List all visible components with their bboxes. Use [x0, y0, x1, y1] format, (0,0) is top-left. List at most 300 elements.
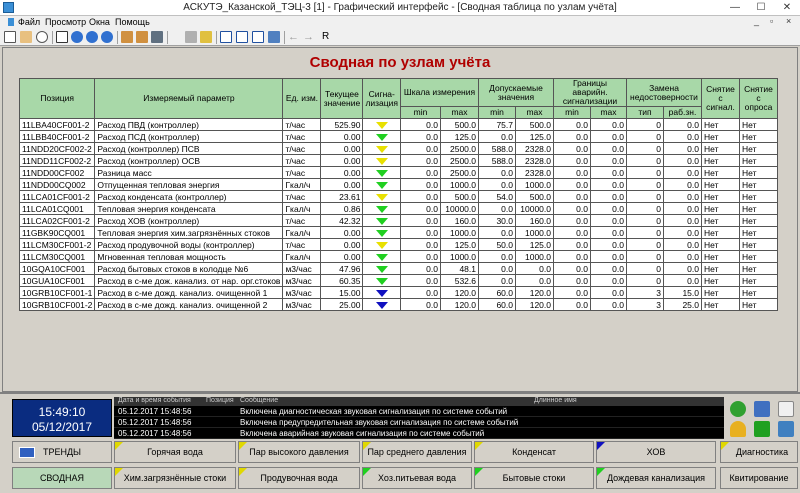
row-allowed-max: 1000.0	[516, 179, 554, 191]
signal-flag-icon	[376, 290, 388, 297]
row-scale-max: 500.0	[441, 119, 479, 131]
signal-flag-icon	[376, 278, 388, 285]
side-icon-panel	[726, 397, 798, 439]
row-remove-poll: Нет	[740, 119, 778, 131]
event-message: Включена диагностическая звуковая сигнализация по системе событий	[240, 407, 508, 416]
signal-flag-icon	[376, 242, 388, 249]
row-remove-poll: Нет	[740, 191, 778, 203]
row-param: Разница масс	[95, 167, 283, 179]
row-signal	[363, 155, 401, 167]
row-allowed-min: 54.0	[479, 191, 516, 203]
signal-flag-icon	[376, 206, 388, 213]
table-row[interactable]	[20, 227, 778, 239]
zoom-out-icon[interactable]	[101, 31, 113, 43]
table-row[interactable]	[20, 167, 778, 179]
row-alarm-min: 0.0	[554, 239, 591, 251]
row-signal	[363, 131, 401, 143]
row-alarm-max: 0.0	[591, 131, 627, 143]
row-remove-poll: Нет	[740, 275, 778, 287]
row-remove-poll: Нет	[740, 143, 778, 155]
summary-table	[19, 78, 778, 311]
table-row[interactable]	[20, 191, 778, 203]
nav-household-waste[interactable]	[474, 467, 594, 489]
print-icon[interactable]	[185, 31, 197, 43]
row-alarm-min: 0.0	[554, 191, 591, 203]
row-position: 11NDD00CQ002	[20, 179, 95, 191]
menu-help[interactable]: Помощь	[115, 17, 150, 27]
signal-flag-icon	[376, 134, 388, 141]
row-allowed-max: 2328.0	[516, 167, 554, 179]
row-unit: т/час	[283, 239, 321, 251]
row-allowed-max: 120.0	[516, 299, 554, 311]
row-unit: м3/час	[283, 287, 321, 299]
pointer-icon[interactable]	[4, 31, 16, 43]
event-message: Включена аварийная звуковая сигнализация по системе событий	[240, 429, 485, 438]
magnifier-icon[interactable]	[36, 31, 48, 43]
bell-icon[interactable]	[730, 421, 746, 437]
row-current: 60.35	[321, 275, 363, 287]
table-row[interactable]	[20, 251, 778, 263]
window-titlebar	[0, 0, 800, 16]
row-position: 10GRB10CF001-2	[20, 299, 95, 311]
row-param: Расход конденсата (контроллер)	[95, 191, 283, 203]
row-scale-min: 0.0	[401, 227, 441, 239]
row-replace-work: 0.0	[664, 239, 702, 251]
row-alarm-max: 0.0	[591, 275, 627, 287]
row-scale-min: 0.0	[401, 263, 441, 275]
row-signal	[363, 203, 401, 215]
col-position: Позиция	[20, 79, 95, 119]
row-remove-signal: Нет	[702, 299, 740, 311]
summary-label: СВОДНАЯ	[39, 473, 85, 483]
row-alarm-max: 0.0	[591, 251, 627, 263]
status-marker-icon	[115, 468, 123, 476]
row-allowed-min: 588.0	[479, 155, 516, 167]
col-alarm-max: max	[591, 107, 627, 119]
trends-button[interactable]	[12, 441, 112, 463]
row-current: 0.00	[321, 179, 363, 191]
row-position: 11LCA01CF001-2	[20, 191, 95, 203]
nav-condensate[interactable]	[474, 441, 594, 463]
row-unit: Гкал/ч	[283, 179, 321, 191]
forward-arrow-icon[interactable]: →	[303, 31, 314, 43]
row-allowed-min: 30.0	[479, 215, 516, 227]
back-arrow-icon[interactable]: ←	[288, 31, 299, 43]
row-alarm-min: 0.0	[554, 227, 591, 239]
row-remove-poll: Нет	[740, 251, 778, 263]
col-current: Текущее значение	[321, 79, 363, 119]
status-marker-icon	[597, 442, 605, 450]
clock-time: 15:49:10	[38, 405, 86, 419]
row-replace-type: 0	[627, 275, 664, 287]
exit-icon[interactable]	[778, 421, 794, 437]
menu-view[interactable]: Просмотр	[45, 17, 87, 27]
row-allowed-max: 125.0	[516, 239, 554, 251]
nav-hov[interactable]	[596, 441, 716, 463]
row-param: Мгновенная тепловая мощность	[95, 251, 283, 263]
event-datetime: 05.12.2017 15:48:56	[118, 429, 192, 438]
row-allowed-min: 0.0	[479, 275, 516, 287]
refresh-icon[interactable]	[730, 401, 746, 417]
row-replace-type: 0	[627, 119, 664, 131]
status-marker-icon	[363, 442, 371, 450]
row-param: Расход в с-ме дожд. канализ. очищенной 1	[95, 287, 283, 299]
status-marker-icon	[115, 442, 123, 450]
row-remove-poll: Нет	[740, 179, 778, 191]
row-signal	[363, 251, 401, 263]
row-alarm-min: 0.0	[554, 131, 591, 143]
row-allowed-max: 0.0	[516, 275, 554, 287]
nav-label: Горячая вода	[147, 447, 203, 457]
signal-flag-icon	[376, 302, 388, 309]
row-scale-max: 532.6	[441, 275, 479, 287]
row-position: 11LCA02CF001-2	[20, 215, 95, 227]
row-replace-work: 0.0	[664, 203, 702, 215]
row-position: 11LBA40CF001-2	[20, 119, 95, 131]
row-position: 11LCM30CF001-2	[20, 239, 95, 251]
row-scale-max: 10000.0	[441, 203, 479, 215]
acknowledge-button[interactable]	[720, 467, 798, 489]
bottom-bar	[0, 392, 800, 493]
nav-hp-steam[interactable]	[238, 441, 360, 463]
status-marker-icon	[475, 468, 483, 476]
row-remove-signal: Нет	[702, 263, 740, 275]
row-remove-poll: Нет	[740, 215, 778, 227]
table-row[interactable]	[20, 239, 778, 251]
row-unit: м3/час	[283, 299, 321, 311]
row-scale-max: 48.1	[441, 263, 479, 275]
row-scale-min: 0.0	[401, 287, 441, 299]
event-row[interactable]	[114, 406, 724, 417]
row-scale-max: 120.0	[441, 287, 479, 299]
row-scale-min: 0.0	[401, 167, 441, 179]
row-signal	[363, 215, 401, 227]
nav-label: Пар среднего давления	[367, 447, 467, 457]
row-param: Расход продувочной воды (контроллер)	[95, 239, 283, 251]
table-row[interactable]	[20, 131, 778, 143]
minimize-button[interactable]: —	[730, 2, 740, 13]
row-replace-type: 0	[627, 203, 664, 215]
row-allowed-min: 588.0	[479, 143, 516, 155]
layout-grid-icon[interactable]	[252, 31, 264, 43]
row-scale-min: 0.0	[401, 299, 441, 311]
row-current: 42.32	[321, 215, 363, 227]
nav-blowdown[interactable]	[238, 467, 360, 489]
table-row[interactable]	[20, 263, 778, 275]
row-scale-max: 160.0	[441, 215, 479, 227]
nav-label: ХОВ	[646, 447, 666, 457]
row-replace-work: 0.0	[664, 227, 702, 239]
summary-panel	[2, 47, 798, 392]
row-unit: т/час	[283, 167, 321, 179]
row-remove-poll: Нет	[740, 299, 778, 311]
row-signal	[363, 263, 401, 275]
row-remove-signal: Нет	[702, 155, 740, 167]
row-scale-max: 120.0	[441, 299, 479, 311]
row-current: 25.00	[321, 299, 363, 311]
event-row[interactable]	[114, 417, 724, 428]
toolbar	[0, 29, 800, 46]
row-position: 11LCA01CQ001	[20, 203, 95, 215]
row-remove-signal: Нет	[702, 131, 740, 143]
row-current: 15.00	[321, 287, 363, 299]
row-scale-max: 125.0	[441, 239, 479, 251]
row-current: 0.86	[321, 203, 363, 215]
event-col-position: Позиция	[206, 397, 234, 404]
row-allowed-min: 75.7	[479, 119, 516, 131]
col-scale-min: min	[401, 107, 441, 119]
row-alarm-max: 0.0	[591, 155, 627, 167]
signal-flag-icon	[376, 218, 388, 225]
network-icon[interactable]	[754, 421, 770, 437]
row-alarm-max: 0.0	[591, 263, 627, 275]
row-replace-type: 0	[627, 227, 664, 239]
row-current: 0.00	[321, 239, 363, 251]
col-replace: Замена недостоверности	[627, 79, 702, 107]
col-remove-signal: Снятие с сигнал.	[702, 79, 740, 119]
row-alarm-min: 0.0	[554, 203, 591, 215]
col-alarm: Границы аварийн. сигнализации	[554, 79, 627, 107]
signal-flag-icon	[376, 266, 388, 273]
row-allowed-min: 0.0	[479, 203, 516, 215]
diagnostics-label: Диагностика	[735, 447, 789, 457]
hand-icon[interactable]	[20, 31, 32, 43]
table-row[interactable]	[20, 179, 778, 191]
nav-drinking-water[interactable]	[362, 467, 472, 489]
row-remove-signal: Нет	[702, 191, 740, 203]
row-remove-poll: Нет	[740, 263, 778, 275]
row-alarm-min: 0.0	[554, 119, 591, 131]
row-allowed-max: 500.0	[516, 191, 554, 203]
row-replace-work: 0.0	[664, 263, 702, 275]
settings-icon[interactable]	[151, 31, 163, 43]
row-param: Расход в с-ме дожд. канализ. очищенной 2	[95, 299, 283, 311]
row-scale-min: 0.0	[401, 119, 441, 131]
row-remove-poll: Нет	[740, 155, 778, 167]
row-replace-type: 3	[627, 299, 664, 311]
event-log-header	[114, 397, 724, 406]
row-allowed-max: 2328.0	[516, 143, 554, 155]
signal-flag-icon	[376, 122, 388, 129]
row-param: Расход ХОВ (контроллер)	[95, 215, 283, 227]
row-param: Расход (контроллер) ОСВ	[95, 155, 283, 167]
status-marker-icon	[721, 442, 729, 450]
user-icon[interactable]	[136, 31, 148, 43]
row-unit: т/час	[283, 119, 321, 131]
row-allowed-max: 1000.0	[516, 227, 554, 239]
row-unit: т/час	[283, 143, 321, 155]
nav-label: Продувочная вода	[260, 473, 338, 483]
layout-cols-icon[interactable]	[236, 31, 248, 43]
row-scale-min: 0.0	[401, 155, 441, 167]
row-remove-signal: Нет	[702, 119, 740, 131]
row-param: Отпущенная тепловая энергия	[95, 179, 283, 191]
nav-label: Конденсат	[512, 447, 556, 457]
row-position: 11NDD00CF002	[20, 167, 95, 179]
table-row[interactable]	[20, 299, 778, 311]
col-remove-poll: Снятие с опроса	[740, 79, 778, 119]
row-scale-max: 1000.0	[441, 227, 479, 239]
zoom-1to1-icon[interactable]	[56, 31, 68, 43]
event-log[interactable]	[114, 397, 724, 439]
trends-label: ТРЕНДЫ	[42, 447, 82, 457]
row-signal	[363, 275, 401, 287]
row-replace-type: 0	[627, 179, 664, 191]
row-current: 0.00	[321, 131, 363, 143]
row-param: Тепловая энергия конденсата	[95, 203, 283, 215]
table-row[interactable]	[20, 155, 778, 167]
table-row[interactable]	[20, 143, 778, 155]
nav-mp-steam[interactable]	[362, 441, 472, 463]
event-row[interactable]	[114, 428, 724, 439]
nav-chem-waste[interactable]	[114, 467, 236, 489]
row-scale-max: 125.0	[441, 131, 479, 143]
row-remove-poll: Нет	[740, 203, 778, 215]
row-allowed-min: 0.0	[479, 251, 516, 263]
col-replace-type: тип	[627, 107, 664, 119]
row-replace-type: 0	[627, 215, 664, 227]
row-scale-min: 0.0	[401, 275, 441, 287]
row-replace-type: 0	[627, 143, 664, 155]
row-allowed-min: 50.0	[479, 239, 516, 251]
row-allowed-max: 10000.0	[516, 203, 554, 215]
row-allowed-min: 0.0	[479, 227, 516, 239]
zoom-in-icon[interactable]	[86, 31, 98, 43]
col-allowed-max: max	[516, 107, 554, 119]
row-alarm-max: 0.0	[591, 215, 627, 227]
row-remove-signal: Нет	[702, 143, 740, 155]
clock-date: 05/12/2017	[31, 420, 93, 434]
row-remove-poll: Нет	[740, 167, 778, 179]
row-replace-work: 25.0	[664, 299, 702, 311]
row-param: Расход в с-ме дож. канализ. от нар. орг.стоков	[95, 275, 283, 287]
table-row[interactable]	[20, 275, 778, 287]
window-title: АСКУТЭ_Казанской_ТЭЦ-3 [1] - Графический интерфейс - [Сводная таблица по узлам учёта]	[183, 2, 617, 13]
table-row[interactable]	[20, 203, 778, 215]
col-allowed-min: min	[479, 107, 516, 119]
table-row[interactable]	[20, 215, 778, 227]
close-button[interactable]: ✕	[782, 2, 792, 13]
search-doc-icon[interactable]	[778, 401, 794, 417]
row-position: 11LBB40CF001-2	[20, 131, 95, 143]
signal-flag-icon	[376, 182, 388, 189]
row-scale-min: 0.0	[401, 179, 441, 191]
row-alarm-min: 0.0	[554, 167, 591, 179]
diagnostics-button[interactable]	[720, 441, 798, 463]
signal-flag-icon	[376, 254, 388, 261]
status-marker-icon	[475, 442, 483, 450]
layout-rows-icon[interactable]	[220, 31, 232, 43]
row-alarm-max: 0.0	[591, 167, 627, 179]
row-unit: м3/час	[283, 263, 321, 275]
nav-label: Хим.загрязнённые стоки	[123, 473, 227, 483]
row-unit: т/час	[283, 191, 321, 203]
row-scale-max: 2500.0	[441, 143, 479, 155]
users-icon[interactable]	[121, 31, 133, 43]
col-alarm-min: min	[554, 107, 591, 119]
maximize-button[interactable]: ☐	[756, 2, 766, 13]
row-remove-poll: Нет	[740, 227, 778, 239]
menu-file[interactable]: Файл	[18, 17, 41, 27]
row-replace-work: 0.0	[664, 131, 702, 143]
event-col-datetime: Дата и время события	[118, 397, 191, 404]
row-replace-type: 0	[627, 263, 664, 275]
row-position: 11NDD11CF002-2	[20, 155, 95, 167]
row-replace-type: 0	[627, 239, 664, 251]
row-param: Расход ПСД (контроллер)	[95, 131, 283, 143]
r-button[interactable]: R	[322, 31, 330, 42]
row-position: 11GBK90CQ001	[20, 227, 95, 239]
row-unit: Гкал/ч	[283, 203, 321, 215]
row-current: 0.00	[321, 167, 363, 179]
row-replace-type: 0	[627, 155, 664, 167]
row-replace-work: 0.0	[664, 167, 702, 179]
mdi-minimize-button[interactable]: _	[754, 16, 760, 26]
table-row[interactable]	[20, 287, 778, 299]
table-row[interactable]	[20, 119, 778, 131]
zoom-fit-icon[interactable]	[71, 31, 83, 43]
signal-flag-icon	[376, 170, 388, 177]
row-alarm-max: 0.0	[591, 143, 627, 155]
row-scale-min: 0.0	[401, 215, 441, 227]
row-current: 0.00	[321, 251, 363, 263]
col-signal: Сигна-лизация	[363, 79, 401, 119]
row-alarm-min: 0.0	[554, 275, 591, 287]
row-position: 11LCM30CQ001	[20, 251, 95, 263]
row-remove-signal: Нет	[702, 215, 740, 227]
row-allowed-min: 60.0	[479, 299, 516, 311]
row-param: Расход (контроллер) ПСВ	[95, 143, 283, 155]
row-current: 23.61	[321, 191, 363, 203]
nav-hot-water[interactable]	[114, 441, 236, 463]
signal-flag-icon	[376, 158, 388, 165]
door-icon[interactable]	[754, 401, 770, 417]
row-replace-work: 0.0	[664, 143, 702, 155]
event-message: Включена предупредительная звуковая сигнализация по системе событий	[240, 418, 519, 427]
row-remove-signal: Нет	[702, 227, 740, 239]
row-scale-min: 0.0	[401, 239, 441, 251]
row-replace-type: 0	[627, 191, 664, 203]
row-signal	[363, 191, 401, 203]
row-param: Расход бытовых стоков в колодце №6	[95, 263, 283, 275]
mdi-doc-icon	[8, 18, 14, 26]
report-icon[interactable]	[268, 31, 280, 43]
row-current: 0.00	[321, 155, 363, 167]
row-alarm-max: 0.0	[591, 299, 627, 311]
row-scale-min: 0.0	[401, 143, 441, 155]
row-current: 47.96	[321, 263, 363, 275]
mdi-close-button[interactable]: ×	[786, 16, 792, 26]
row-remove-signal: Нет	[702, 239, 740, 251]
row-signal	[363, 239, 401, 251]
signal-flag-icon	[376, 194, 388, 201]
nav-label: Бытовые стоки	[502, 473, 566, 483]
nav-storm-sewer[interactable]	[596, 467, 716, 489]
event-datetime: 05.12.2017 15:48:56	[118, 407, 192, 416]
menu-windows[interactable]: Окна	[89, 17, 110, 27]
summary-button[interactable]	[12, 467, 112, 489]
row-allowed-max: 500.0	[516, 119, 554, 131]
row-position: 11NDD20CF002-2	[20, 143, 95, 155]
row-scale-min: 0.0	[401, 203, 441, 215]
menu-bar	[0, 16, 800, 29]
row-unit: Гкал/ч	[283, 227, 321, 239]
row-alarm-max: 0.0	[591, 287, 627, 299]
row-alarm-max: 0.0	[591, 119, 627, 131]
col-param: Измеряемый параметр	[95, 79, 283, 119]
bell-icon[interactable]	[200, 31, 212, 43]
mdi-restore-button[interactable]: ▫	[770, 16, 774, 26]
